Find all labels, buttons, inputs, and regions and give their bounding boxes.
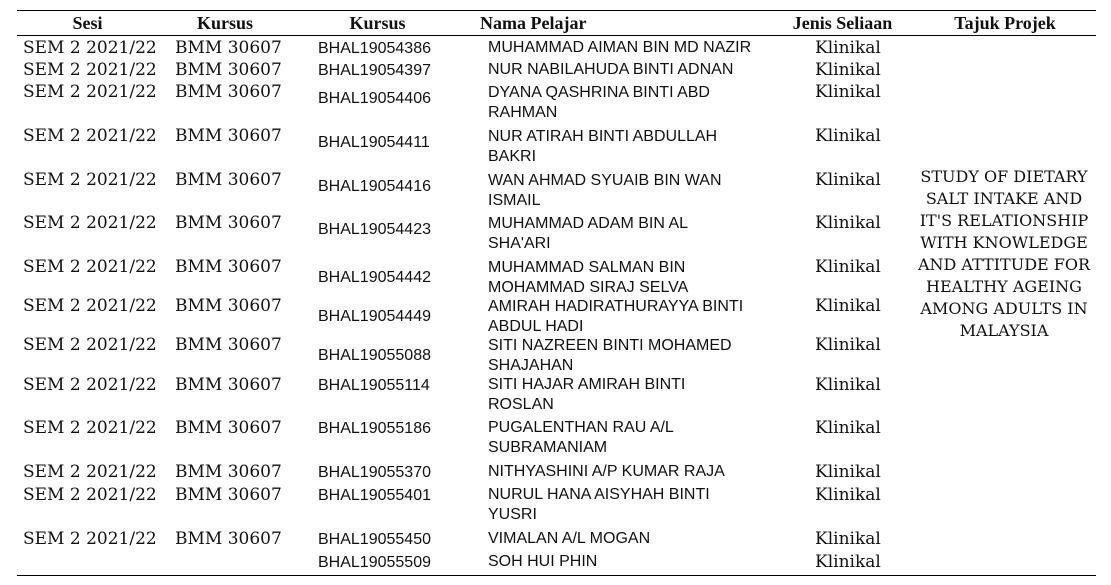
cell-jenis-seliaan: Klinikal	[815, 552, 881, 572]
header-bottom-rule	[17, 35, 1096, 36]
cell-name-line2: ROSLAN	[488, 396, 554, 413]
cell-name-line1: MUHAMMAD ADAM BIN AL	[488, 215, 689, 232]
cell-name-line1: NUR ATIRAH BINTI ABDULLAH	[488, 128, 718, 145]
cell-name-line2: SUBRAMANIAM	[488, 439, 608, 456]
cell-name-line2: ABDUL HADI	[488, 318, 584, 335]
cell-jenis-seliaan: Klinikal	[815, 82, 881, 102]
header-kursus-id: Kursus	[349, 13, 406, 33]
cell-name-line1: MUHAMMAD AIMAN BIN MD NAZIR	[488, 39, 752, 56]
cell-sesi: SEM 2 2021/22	[23, 462, 157, 482]
cell-jenis-seliaan: Klinikal	[815, 170, 881, 190]
cell-student-id: BHAL19055401	[318, 487, 431, 504]
cell-student-id: BHAL19054416	[318, 178, 431, 195]
project-title-line: WITH KNOWLEDGE	[920, 233, 1088, 252]
cell-jenis-seliaan: Klinikal	[815, 60, 881, 80]
cell-kursus: BMM 30607	[175, 375, 282, 395]
cell-name-line2: RAHMAN	[488, 104, 558, 121]
cell-student-id: BHAL19054406	[318, 90, 431, 107]
cell-jenis-seliaan: Klinikal	[815, 462, 881, 482]
project-title-line: MALAYSIA	[959, 321, 1049, 340]
cell-jenis-seliaan: Klinikal	[815, 213, 881, 233]
cell-name-line1: SITI HAJAR AMIRAH BINTI	[488, 376, 686, 393]
cell-name-line2: SHAJAHAN	[488, 357, 574, 374]
project-title-line: AMONG ADULTS IN	[920, 299, 1088, 318]
cell-name-line2: MOHAMMAD SIRAJ SELVA	[488, 279, 689, 296]
project-title-line: IT'S RELATIONSHIP	[919, 211, 1089, 230]
cell-student-id: BHAL19055114	[318, 377, 430, 394]
table-top-rule	[17, 10, 1096, 11]
cell-kursus: BMM 30607	[175, 462, 282, 482]
cell-sesi: SEM 2 2021/22	[23, 375, 157, 395]
cell-student-id: BHAL19055088	[318, 347, 431, 364]
cell-jenis-seliaan: Klinikal	[815, 257, 881, 277]
cell-name-line1: MUHAMMAD SALMAN BIN	[488, 259, 686, 276]
project-title	[913, 166, 1095, 342]
cell-kursus: BMM 30607	[175, 82, 282, 102]
cell-name-line1: VIMALAN A/L MOGAN	[488, 530, 651, 547]
cell-kursus: BMM 30607	[175, 213, 282, 233]
cell-name-line2: ISMAIL	[488, 192, 541, 209]
cell-student-id: BHAL19054397	[318, 62, 431, 79]
cell-name-line1: AMIRAH HADIRATHURAYYA BINTI	[488, 298, 744, 315]
cell-kursus: BMM 30607	[175, 296, 282, 316]
cell-kursus: BMM 30607	[175, 335, 282, 355]
cell-name-line1: WAN AHMAD SYUAIB BIN WAN	[488, 172, 722, 189]
cell-jenis-seliaan: Klinikal	[815, 335, 881, 355]
cell-sesi: SEM 2 2021/22	[23, 60, 157, 80]
cell-student-id: BHAL19054442	[318, 269, 431, 286]
header-tajuk-projek: Tajuk Projek	[954, 13, 1056, 33]
cell-jenis-seliaan: Klinikal	[815, 126, 881, 146]
cell-student-id: BHAL19055370	[318, 464, 431, 481]
cell-student-id: BHAL19054411	[318, 134, 430, 151]
cell-sesi: SEM 2 2021/22	[23, 335, 157, 355]
cell-sesi: SEM 2 2021/22	[23, 257, 157, 277]
cell-name-line2: BAKRI	[488, 148, 537, 165]
cell-student-id: BHAL19055186	[318, 420, 431, 437]
cell-kursus: BMM 30607	[175, 485, 282, 505]
cell-student-id: BHAL19055450	[318, 531, 431, 548]
cell-name-line1: NURUL HANA AISYHAH BINTI	[488, 486, 710, 503]
project-title-line: AND ATTITUDE FOR	[917, 255, 1091, 274]
cell-name-line1: NITHYASHINI A/P KUMAR RAJA	[488, 463, 725, 480]
cell-jenis-seliaan: Klinikal	[815, 485, 881, 505]
header-nama-pelajar: Nama Pelajar	[480, 13, 587, 33]
cell-sesi: SEM 2 2021/22	[23, 213, 157, 233]
project-title-line: SALT INTAKE AND	[925, 189, 1083, 208]
cell-jenis-seliaan: Klinikal	[815, 38, 881, 58]
cell-kursus: BMM 30607	[175, 126, 282, 146]
project-title-line: HEALTHY AGEING	[926, 277, 1082, 296]
cell-name-line2: SHA'ARI	[488, 235, 551, 252]
cell-sesi: SEM 2 2021/22	[23, 296, 157, 316]
cell-name-line1: PUGALENTHAN RAU A/L	[488, 419, 674, 436]
cell-kursus: BMM 30607	[175, 60, 282, 80]
cell-sesi: SEM 2 2021/22	[23, 38, 157, 58]
cell-jenis-seliaan: Klinikal	[815, 296, 881, 316]
table-bottom-rule	[17, 575, 1096, 576]
cell-jenis-seliaan: Klinikal	[815, 418, 881, 438]
cell-jenis-seliaan: Klinikal	[815, 375, 881, 395]
cell-sesi: SEM 2 2021/22	[23, 170, 157, 190]
cell-jenis-seliaan: Klinikal	[815, 529, 881, 549]
cell-kursus: BMM 30607	[175, 418, 282, 438]
cell-sesi: SEM 2 2021/22	[23, 82, 157, 102]
cell-sesi: SEM 2 2021/22	[23, 529, 157, 549]
header-sesi: Sesi	[72, 13, 103, 33]
header-kursus: Kursus	[196, 13, 254, 33]
cell-sesi: SEM 2 2021/22	[23, 126, 157, 146]
cell-student-id: BHAL19055509	[318, 554, 431, 571]
cell-name-line1: SITI NAZREEN BINTI MOHAMED	[488, 337, 732, 354]
cell-kursus: BMM 30607	[175, 257, 282, 277]
cell-kursus: BMM 30607	[175, 529, 282, 549]
cell-student-id: BHAL19054449	[318, 308, 431, 325]
cell-sesi: SEM 2 2021/22	[23, 485, 157, 505]
cell-name-line1: NUR NABILAHUDA BINTI ADNAN	[488, 61, 734, 78]
header-jenis-seliaan: Jenis Seliaan	[792, 13, 893, 33]
cell-student-id: BHAL19054423	[318, 221, 431, 238]
cell-kursus: BMM 30607	[175, 38, 282, 58]
cell-kursus: BMM 30607	[175, 170, 282, 190]
cell-name-line1: SOH HUI PHIN	[488, 553, 598, 570]
cell-student-id: BHAL19054386	[318, 40, 431, 57]
cell-sesi: SEM 2 2021/22	[23, 418, 157, 438]
cell-name-line2: YUSRI	[488, 506, 537, 523]
cell-name-line1: DYANA QASHRINA BINTI ABD	[488, 84, 710, 101]
project-title-line: STUDY OF DIETARY	[920, 167, 1088, 186]
